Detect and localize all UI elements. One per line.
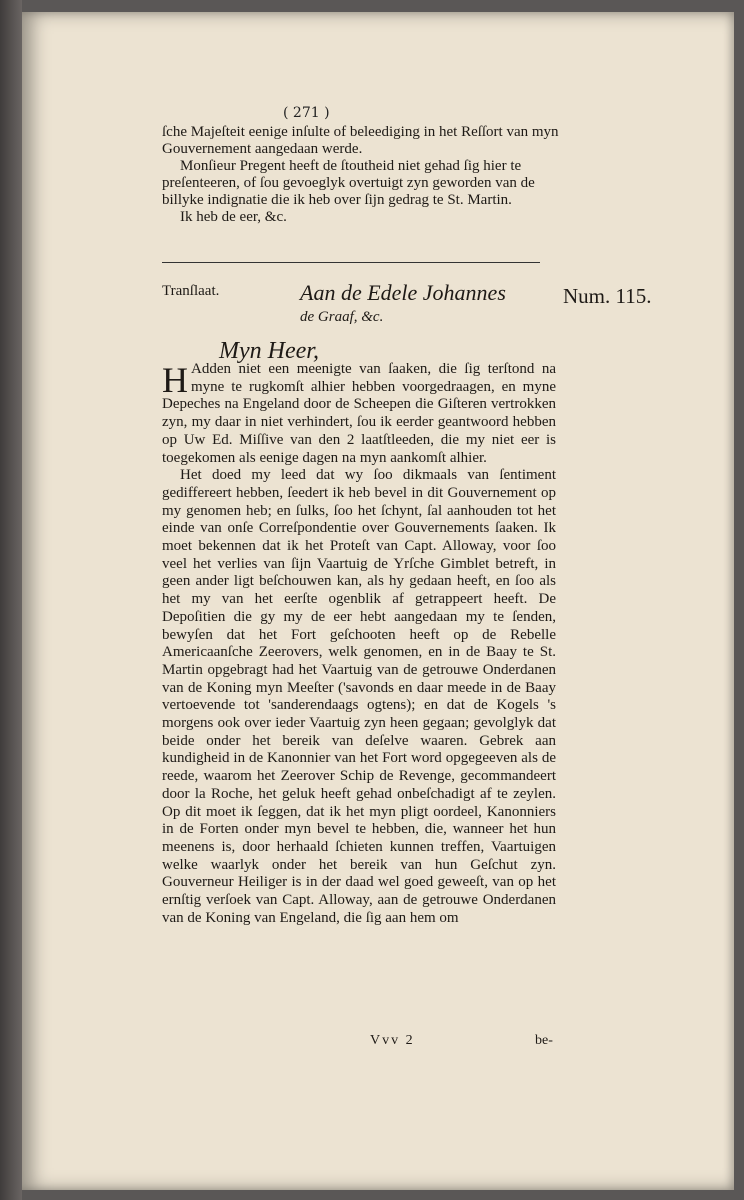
top-paragraph — [162, 124, 562, 226]
body-paragraph-2: Het doed my leed dat wy ſoo dikmaals van ſentiment gediffereert hebben, ſeedert ik heb bevel in dit Gouvernement op my genomen heb; en ſulks, ſoo het ſchynt, ſal aanhouden tot het einde van onſe Correſpondentie over Gouvernements ſaaken. Ik moet bekennen dat ik het Proteſt van Capt. Alloway, voor ſoo veel het verlies van ſijn Vaartuig de Yrſche Gimblet betreft, in geen ander ligt beſchouwen kan, als hy gedaan heeft, en ſoo als het my van het eerſte ogenblik af getrappeert heeft. De Depoſitien die gy my de eer hebt aangedaan my te ſenden, bewyſen dat het Fort geſchooten heeft op de Rebelle Americaanſche Zeerovers, welk genomen, en in de Baay te St. Martin opgebragt had het Vaartuig van de getrouwe Onderdanen van de Koning myn Meeſter ('savonds en daar meede in de Baay vertoevende tot 'sanderendaags ogtens); en dat de Kogels 's morgens ook over ieder Vaartuig zyn heen gegaan; gevolglyk dat beide onder het bereik van deſelve waaren. Gebrek aan kundigheid in de Kanonnier van het Fort word opgegeeven als de reede, waarom het Zeerover Schip de Revenge, gecommandeert door la Roche, het geluk heeft gehad onbeſchadigt af te zeylen. Op dit moet ik ſeggen, dat ik het myn pligt oordeel, Kanonniers in de Forten onder myn bevel te hebben, die, wanneer het hun meenens is, door herhaald ſchieten kunnen treffen, Vaartuigen welke waarlyk onder het bereik van hun Geſchut zyn. Gouverneur Heiliger is in der daad wel goed geweeſt, van op het ernſtig verſoek van Capt. Alloway, aan de getrouwe Onderdanen van de Koning van Engeland, die ſig aan hem om — [162, 467, 556, 926]
catchword: be- — [535, 1033, 553, 1048]
drop-cap: H — [162, 360, 188, 400]
body-paragraph-1-text: Adden niet een meenigte van ſaaken, die ſig terſtond na myne te rugkomſt alhier hebben voorgedraagen, en myne Depeches na Engeland door de Scheepen die Giſteren vertrokken zyn, my daar in niet verhindert, ſou ik eerder geantwoord hebben op Uw Ed. Miſſive van den 2 laatſtleeden, die my niet eer is toegekomen als eenige dagen na myn aankomſt alhier. — [162, 361, 556, 466]
section-divider — [162, 262, 540, 263]
translaat-label: Tranſlaat. — [162, 283, 220, 299]
closing-line: Ik heb de eer, &c. — [180, 209, 287, 225]
salutation: Myn Heer, — [219, 338, 319, 364]
letter-number: Num. 115. — [563, 284, 652, 308]
addressee-heading: Aan de Edele Johannes — [300, 280, 506, 305]
addressee-subheading: de Graaf, &c. — [300, 309, 384, 325]
page-number: ( 271 ) — [283, 105, 330, 121]
top-line-1: ſche Majeſteit eenige inſulte of beleediging in het Reſſort van myn Gouvernement aangedaan werde. — [162, 124, 559, 157]
letter-body — [162, 361, 556, 928]
book-spine — [0, 0, 22, 1200]
top-line-2: Monſieur Pregent heeft de ſtoutheid niet gehad ſig hier te preſenteeren, of ſou gevoeglyk overtuigt zyn geworden van de billyke indignatie die ik heb over ſijn gedrag te St. Martin. — [162, 158, 535, 208]
body-paragraph-1 — [162, 361, 556, 467]
signature-mark: Vvv 2 — [370, 1033, 415, 1048]
